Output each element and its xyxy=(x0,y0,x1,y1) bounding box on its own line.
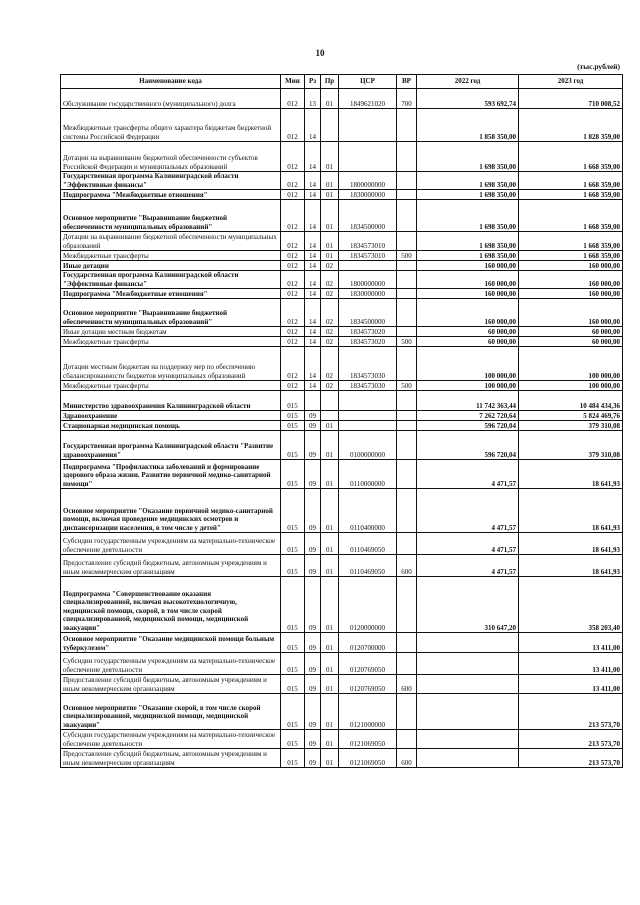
row-name: Подпрограмма "Совершенствование оказания специализированной, включая высокотехнологичную, медицинской помощи, скорой, в том числе скорой специализированной, медицинской помощи, медицинской эвакуации" xyxy=(61,577,281,633)
row-name: Основное мероприятие "Выравнивание бюджетной обеспеченности муниципальных образований" xyxy=(61,200,281,232)
row-csr: 1834573020 xyxy=(339,337,397,347)
row-rz: 09 xyxy=(305,749,321,768)
row-min: 015 xyxy=(281,730,305,749)
table-header-row xyxy=(61,75,623,89)
row-rz: 09 xyxy=(305,411,321,421)
row-value-2023: 160 000,00 xyxy=(519,261,623,271)
row-value-2023: 13 411,00 xyxy=(519,653,623,675)
row-min: 012 xyxy=(281,142,305,172)
row-name: Министерство здравоохранения Калининградской области xyxy=(61,391,281,411)
row-rz: 09 xyxy=(305,730,321,749)
row-vr xyxy=(397,232,417,251)
row-value-2023: 160 000,00 xyxy=(519,289,623,299)
row-name: Подпрограмма "Межбюджетные отношения" xyxy=(61,289,281,299)
row-value-2022: 4 471,57 xyxy=(417,533,519,555)
row-vr xyxy=(397,172,417,190)
row-min: 012 xyxy=(281,289,305,299)
row-name: Дотации на выравнивание бюджетной обеспеченности муниципальных образований xyxy=(61,232,281,251)
row-rz: 14 xyxy=(305,232,321,251)
table-row xyxy=(61,391,623,411)
row-min: 015 xyxy=(281,411,305,421)
row-value-2023: 213 573,70 xyxy=(519,730,623,749)
table-row xyxy=(61,411,623,421)
row-name: Субсидии государственным учреждениям на материально-техническое обеспечение деятельности xyxy=(61,730,281,749)
row-rz: 14 xyxy=(305,299,321,327)
row-pr: 02 xyxy=(321,271,339,289)
row-value-2022: 1 858 350,00 xyxy=(417,109,519,142)
row-pr: 02 xyxy=(321,299,339,327)
row-value-2022 xyxy=(417,694,519,730)
row-csr: 1834573010 xyxy=(339,232,397,251)
row-value-2022: 60 000,00 xyxy=(417,327,519,337)
row-name: Дотации на выравнивание бюджетной обеспеченности субъектов Российской Федерации и муниципальных образований xyxy=(61,142,281,172)
table-row xyxy=(61,421,623,431)
row-rz: 14 xyxy=(305,200,321,232)
row-value-2022: 4 471,57 xyxy=(417,460,519,489)
row-value-2023: 60 000,00 xyxy=(519,337,623,347)
row-csr: 1849621020 xyxy=(339,89,397,109)
row-name: Государственная программа Калининградской области "Эффективные финансы" xyxy=(61,271,281,289)
row-pr: 01 xyxy=(321,577,339,633)
table-row xyxy=(61,337,623,347)
table-row xyxy=(61,675,623,694)
row-csr: 0120769050 xyxy=(339,653,397,675)
table-row xyxy=(61,460,623,489)
row-value-2022: 593 692,74 xyxy=(417,89,519,109)
row-min: 012 xyxy=(281,337,305,347)
row-name: Межбюджетные трансферты xyxy=(61,251,281,261)
row-min: 015 xyxy=(281,633,305,653)
row-vr: 700 xyxy=(397,89,417,109)
row-name: Субсидии государственным учреждениям на материально-техническое обеспечение деятельности xyxy=(61,653,281,675)
row-vr xyxy=(397,289,417,299)
row-csr: 1830000000 xyxy=(339,289,397,299)
row-csr: 1834500000 xyxy=(339,200,397,232)
row-value-2022: 160 000,00 xyxy=(417,261,519,271)
row-value-2023: 13 411,00 xyxy=(519,675,623,694)
row-min: 012 xyxy=(281,251,305,261)
table-row xyxy=(61,653,623,675)
table-row xyxy=(61,555,623,577)
row-name: Иные дотации xyxy=(61,261,281,271)
row-min: 012 xyxy=(281,172,305,190)
row-pr: 01 xyxy=(321,694,339,730)
row-csr: 0120769050 xyxy=(339,675,397,694)
row-pr: 02 xyxy=(321,337,339,347)
row-rz: 09 xyxy=(305,675,321,694)
row-csr: 0121000000 xyxy=(339,694,397,730)
row-pr: 02 xyxy=(321,289,339,299)
row-name: Стационарная медицинская помощь xyxy=(61,421,281,431)
row-min: 012 xyxy=(281,190,305,200)
row-vr xyxy=(397,577,417,633)
table-row xyxy=(61,172,623,190)
row-min: 012 xyxy=(281,299,305,327)
table-row xyxy=(61,694,623,730)
row-name: Предоставление субсидий бюджетным, автономным учреждениям и иным некоммерческим организациям xyxy=(61,749,281,768)
row-vr xyxy=(397,730,417,749)
row-rz: 14 xyxy=(305,327,321,337)
table-row xyxy=(61,533,623,555)
row-value-2022: 100 000,00 xyxy=(417,347,519,381)
table-row xyxy=(61,109,623,142)
row-csr: 0120000000 xyxy=(339,577,397,633)
row-value-2023: 18 641,93 xyxy=(519,533,623,555)
row-rz: 14 xyxy=(305,190,321,200)
row-value-2022: 160 000,00 xyxy=(417,299,519,327)
row-vr xyxy=(397,190,417,200)
row-rz: 14 xyxy=(305,251,321,261)
row-min: 012 xyxy=(281,347,305,381)
row-pr: 01 xyxy=(321,633,339,653)
row-value-2023: 1 668 359,00 xyxy=(519,232,623,251)
row-min: 012 xyxy=(281,381,305,391)
row-pr: 01 xyxy=(321,251,339,261)
row-pr: 01 xyxy=(321,533,339,555)
row-pr: 01 xyxy=(321,730,339,749)
row-csr xyxy=(339,411,397,421)
row-pr: 02 xyxy=(321,327,339,337)
row-name: Государственная программа Калининградской области "Развитие здравоохранения" xyxy=(61,431,281,460)
row-value-2023: 710 008,52 xyxy=(519,89,623,109)
header-csr: ЦСР xyxy=(339,75,397,89)
row-csr: 1834573010 xyxy=(339,251,397,261)
row-name: Подпрограмма "Профилактика заболеваний и формирование здорового образа жизни. Развитие первичной медико-санитарной помощи" xyxy=(61,460,281,489)
row-rz: 09 xyxy=(305,653,321,675)
row-min: 015 xyxy=(281,577,305,633)
header-pr: Пр xyxy=(321,75,339,89)
row-min: 012 xyxy=(281,327,305,337)
row-rz: 14 xyxy=(305,172,321,190)
row-rz: 09 xyxy=(305,533,321,555)
row-vr xyxy=(397,261,417,271)
row-vr xyxy=(397,299,417,327)
row-value-2022: 4 471,57 xyxy=(417,555,519,577)
row-value-2022: 1 698 350,00 xyxy=(417,142,519,172)
page-number: 10 xyxy=(315,48,325,58)
row-csr: 1800000000 xyxy=(339,172,397,190)
row-value-2023: 1 668 359,00 xyxy=(519,142,623,172)
row-value-2022: 596 720,04 xyxy=(417,431,519,460)
row-name: Государственная программа Калининградской области "Эффективные финансы" xyxy=(61,172,281,190)
row-rz xyxy=(305,391,321,411)
row-value-2022: 4 471,57 xyxy=(417,489,519,533)
row-csr: 1834573030 xyxy=(339,381,397,391)
row-vr xyxy=(397,200,417,232)
row-min: 012 xyxy=(281,261,305,271)
table-body xyxy=(61,89,623,768)
row-value-2022: 1 698 350,00 xyxy=(417,200,519,232)
row-min: 015 xyxy=(281,391,305,411)
row-name: Межбюджетные трансферты xyxy=(61,337,281,347)
row-pr: 01 xyxy=(321,172,339,190)
row-min: 015 xyxy=(281,555,305,577)
row-value-2023: 60 000,00 xyxy=(519,327,623,337)
row-pr: 01 xyxy=(321,653,339,675)
row-value-2022: 596 720,04 xyxy=(417,421,519,431)
row-value-2023: 1 668 359,00 xyxy=(519,190,623,200)
table-row xyxy=(61,299,623,327)
row-value-2023: 160 000,00 xyxy=(519,271,623,289)
row-pr: 01 xyxy=(321,431,339,460)
row-pr: 02 xyxy=(321,347,339,381)
row-value-2023: 10 484 434,36 xyxy=(519,391,623,411)
row-value-2023: 358 203,40 xyxy=(519,577,623,633)
table-row xyxy=(61,730,623,749)
row-csr xyxy=(339,421,397,431)
row-min: 015 xyxy=(281,694,305,730)
table-row xyxy=(61,89,623,109)
table-row xyxy=(61,347,623,381)
row-csr: 1830000000 xyxy=(339,190,397,200)
row-name: Предоставление субсидий бюджетным, автономным учреждениям и иным некоммерческим организациям xyxy=(61,555,281,577)
row-pr: 01 xyxy=(321,200,339,232)
row-csr xyxy=(339,109,397,142)
row-vr: 500 xyxy=(397,251,417,261)
table-row xyxy=(61,251,623,261)
row-value-2022: 7 262 720,64 xyxy=(417,411,519,421)
row-min: 015 xyxy=(281,489,305,533)
row-value-2023: 379 310,08 xyxy=(519,421,623,431)
row-value-2022: 160 000,00 xyxy=(417,271,519,289)
row-pr: 01 xyxy=(321,489,339,533)
row-rz: 14 xyxy=(305,142,321,172)
row-vr xyxy=(397,431,417,460)
row-value-2022: 60 000,00 xyxy=(417,337,519,347)
budget-table xyxy=(60,74,623,768)
table-row xyxy=(61,381,623,391)
row-pr: 01 xyxy=(321,555,339,577)
row-pr: 01 xyxy=(321,142,339,172)
row-csr: 1834500000 xyxy=(339,299,397,327)
row-vr: 600 xyxy=(397,749,417,768)
row-name: Здравоохранение xyxy=(61,411,281,421)
header-year-2023: 2023 год xyxy=(519,75,623,89)
row-name: Межбюджетные трансферты общего характера бюджетам бюджетной системы Российской Федерации xyxy=(61,109,281,142)
row-rz: 09 xyxy=(305,489,321,533)
row-value-2023: 100 000,00 xyxy=(519,347,623,381)
row-vr xyxy=(397,347,417,381)
row-value-2022: 1 698 350,00 xyxy=(417,251,519,261)
table-row xyxy=(61,271,623,289)
row-pr: 01 xyxy=(321,749,339,768)
row-min: 015 xyxy=(281,460,305,489)
row-csr xyxy=(339,261,397,271)
header-min: Мин xyxy=(281,75,305,89)
header-name: Наименование кода xyxy=(61,75,281,89)
table-row xyxy=(61,633,623,653)
row-value-2023: 1 668 359,00 xyxy=(519,172,623,190)
row-vr xyxy=(397,460,417,489)
row-pr: 01 xyxy=(321,89,339,109)
row-rz: 09 xyxy=(305,421,321,431)
row-vr xyxy=(397,694,417,730)
table-row xyxy=(61,232,623,251)
row-value-2023: 1 668 359,00 xyxy=(519,251,623,261)
row-rz: 14 xyxy=(305,381,321,391)
row-name: Иные дотации местным бюджетам xyxy=(61,327,281,337)
table-row xyxy=(61,190,623,200)
table-row xyxy=(61,142,623,172)
row-csr: 0110469050 xyxy=(339,533,397,555)
row-rz: 09 xyxy=(305,577,321,633)
row-vr: 500 xyxy=(397,381,417,391)
row-pr xyxy=(321,391,339,411)
row-value-2023: 160 000,00 xyxy=(519,299,623,327)
row-csr: 0110400000 xyxy=(339,489,397,533)
row-value-2023: 213 573,70 xyxy=(519,694,623,730)
row-value-2023: 100 000,00 xyxy=(519,381,623,391)
row-min: 015 xyxy=(281,421,305,431)
row-name: Дотации местным бюджетам на поддержку мер по обеспечению сбалансированности бюджетов муниципальных образований xyxy=(61,347,281,381)
row-rz: 09 xyxy=(305,633,321,653)
row-rz: 13 xyxy=(305,89,321,109)
row-vr xyxy=(397,391,417,411)
row-rz: 09 xyxy=(305,431,321,460)
row-name: Обслуживание государственного (муниципального) долга xyxy=(61,89,281,109)
row-csr: 1800000000 xyxy=(339,271,397,289)
row-vr xyxy=(397,421,417,431)
row-value-2022 xyxy=(417,653,519,675)
row-min: 015 xyxy=(281,533,305,555)
row-csr: 0121069050 xyxy=(339,730,397,749)
row-csr: 1834573030 xyxy=(339,347,397,381)
row-vr xyxy=(397,109,417,142)
row-name: Основное мероприятие "Оказание скорой, в том числе скорой специализированной, медицинской помощи, медицинской эвакуации" xyxy=(61,694,281,730)
row-vr xyxy=(397,411,417,421)
row-rz: 09 xyxy=(305,694,321,730)
row-value-2023: 213 573,70 xyxy=(519,749,623,768)
row-value-2022 xyxy=(417,633,519,653)
row-pr: 01 xyxy=(321,421,339,431)
row-name: Основное мероприятие "Оказание медицинской помощи больным туберкулезом" xyxy=(61,633,281,653)
row-pr: 01 xyxy=(321,190,339,200)
row-value-2022: 1 698 350,00 xyxy=(417,172,519,190)
row-min: 012 xyxy=(281,271,305,289)
row-vr xyxy=(397,142,417,172)
row-csr: 0110469050 xyxy=(339,555,397,577)
units-label: (тыс.рублей) xyxy=(577,62,620,71)
row-vr: 500 xyxy=(397,337,417,347)
row-min: 015 xyxy=(281,749,305,768)
row-vr xyxy=(397,533,417,555)
table-row xyxy=(61,327,623,337)
row-name: Предоставление субсидий бюджетным, автономным учреждениям и иным некоммерческим организациям xyxy=(61,675,281,694)
row-name: Подпрограмма "Межбюджетные отношения" xyxy=(61,190,281,200)
row-pr xyxy=(321,109,339,142)
row-value-2022: 1 698 350,00 xyxy=(417,232,519,251)
row-rz: 14 xyxy=(305,289,321,299)
row-rz: 09 xyxy=(305,555,321,577)
row-name: Основное мероприятие "Выравнивание бюджетной обеспеченности муниципальных образований" xyxy=(61,299,281,327)
table-row xyxy=(61,749,623,768)
row-rz: 14 xyxy=(305,347,321,381)
row-name: Межбюджетные трансферты xyxy=(61,381,281,391)
row-min: 012 xyxy=(281,89,305,109)
table-row xyxy=(61,577,623,633)
row-min: 012 xyxy=(281,109,305,142)
row-min: 015 xyxy=(281,675,305,694)
row-value-2022: 100 000,00 xyxy=(417,381,519,391)
row-min: 015 xyxy=(281,431,305,460)
row-vr xyxy=(397,271,417,289)
row-vr: 600 xyxy=(397,675,417,694)
row-pr: 02 xyxy=(321,381,339,391)
row-csr xyxy=(339,391,397,411)
row-value-2022: 160 000,00 xyxy=(417,289,519,299)
row-rz: 09 xyxy=(305,460,321,489)
table-row xyxy=(61,431,623,460)
row-min: 015 xyxy=(281,653,305,675)
row-value-2023: 18 641,93 xyxy=(519,460,623,489)
row-value-2022: 310 647,20 xyxy=(417,577,519,633)
row-name: Субсидии государственным учреждениям на материально-техническое обеспечение деятельности xyxy=(61,533,281,555)
header-vr: ВР xyxy=(397,75,417,89)
row-pr: 01 xyxy=(321,232,339,251)
row-pr: 01 xyxy=(321,460,339,489)
row-name: Основное мероприятие "Оказание первичной медико-санитарной помощи, включая проведение медицинских осмотров и диспансеризации населения, в том числе у детей" xyxy=(61,489,281,533)
row-vr: 600 xyxy=(397,555,417,577)
row-value-2022: 1 698 350,00 xyxy=(417,190,519,200)
row-rz: 14 xyxy=(305,337,321,347)
row-min: 012 xyxy=(281,232,305,251)
row-csr: 1834573020 xyxy=(339,327,397,337)
row-value-2023: 13 411,00 xyxy=(519,633,623,653)
row-vr xyxy=(397,653,417,675)
row-value-2022 xyxy=(417,730,519,749)
header-rz: Рз xyxy=(305,75,321,89)
row-csr: 0110000000 xyxy=(339,460,397,489)
row-vr xyxy=(397,489,417,533)
table-row xyxy=(61,261,623,271)
row-csr: 0120700000 xyxy=(339,633,397,653)
row-value-2023: 1 668 359,00 xyxy=(519,200,623,232)
row-pr: 01 xyxy=(321,675,339,694)
row-csr: 0121069050 xyxy=(339,749,397,768)
row-value-2023: 18 641,93 xyxy=(519,555,623,577)
row-pr: 02 xyxy=(321,261,339,271)
table-row xyxy=(61,489,623,533)
header-year-2022: 2022 год xyxy=(417,75,519,89)
row-value-2023: 1 828 359,00 xyxy=(519,109,623,142)
row-value-2022: 11 742 363,44 xyxy=(417,391,519,411)
row-vr xyxy=(397,327,417,337)
table-row xyxy=(61,200,623,232)
row-rz: 14 xyxy=(305,109,321,142)
row-value-2023: 18 641,93 xyxy=(519,489,623,533)
table-row xyxy=(61,289,623,299)
row-value-2022 xyxy=(417,749,519,768)
row-csr: 0100000000 xyxy=(339,431,397,460)
row-rz: 14 xyxy=(305,271,321,289)
row-pr xyxy=(321,411,339,421)
row-value-2023: 379 310,08 xyxy=(519,431,623,460)
row-vr xyxy=(397,633,417,653)
row-min: 012 xyxy=(281,200,305,232)
row-value-2022 xyxy=(417,675,519,694)
row-csr xyxy=(339,142,397,172)
row-rz: 14 xyxy=(305,261,321,271)
row-value-2023: 5 824 469,76 xyxy=(519,411,623,421)
